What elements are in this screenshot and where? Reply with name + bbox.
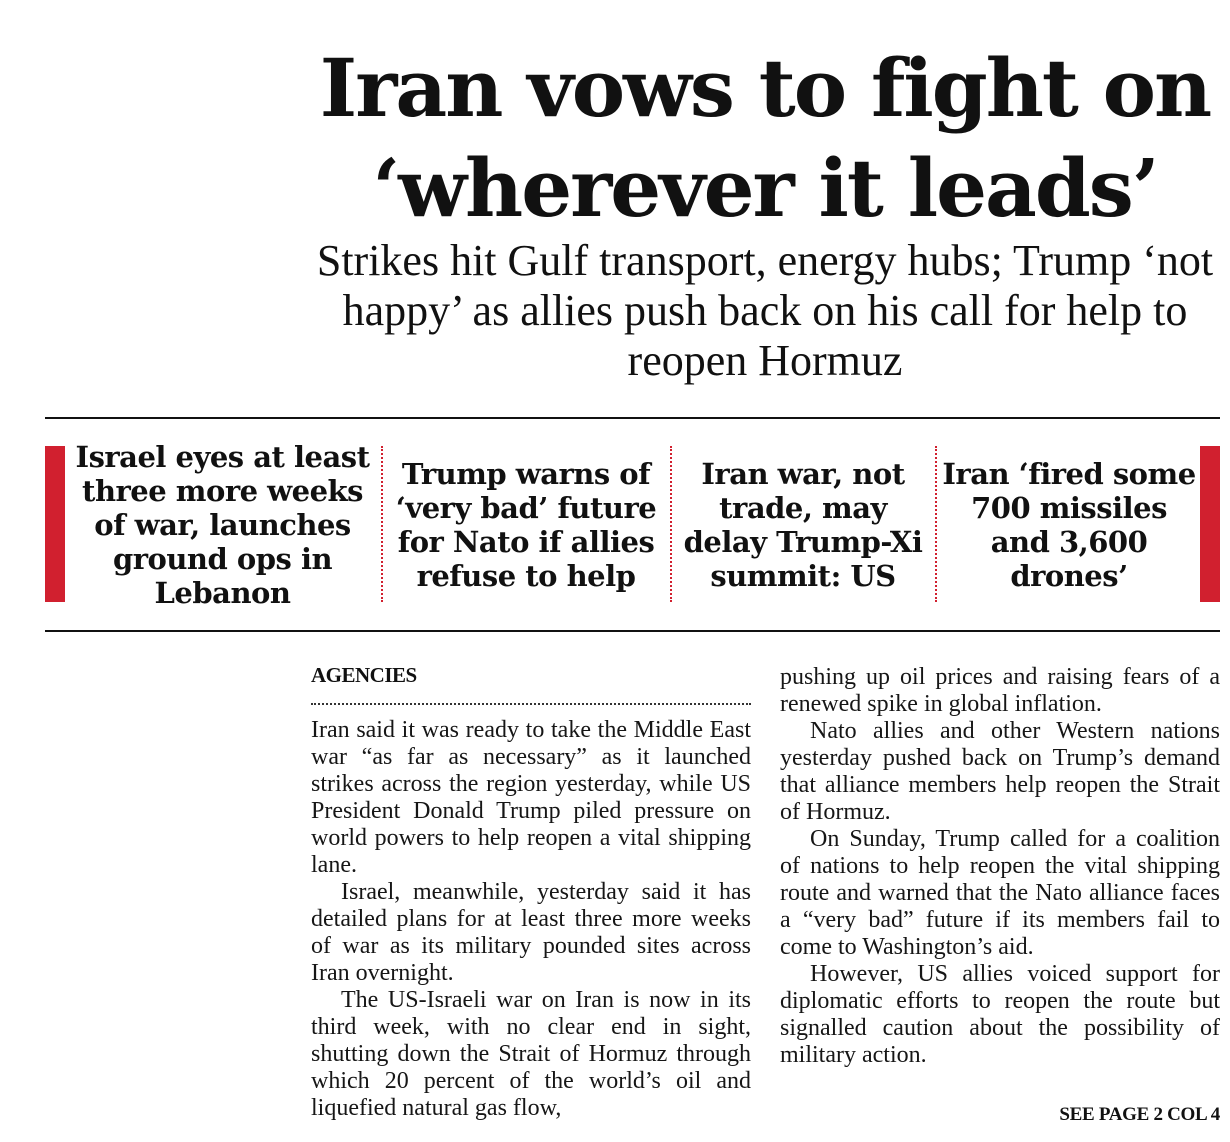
paragraph: However, US allies voiced support for diplomatic efforts to reopen the route but signalled caution about the possibility of military action. [780,961,1220,1068]
continuation-link[interactable]: SEE PAGE 2 COL 4 [1059,1104,1220,1125]
teaser-4[interactable] [940,440,1198,610]
headline-line-1: Iran vows to fight on [319,41,1211,135]
headline-line-2: ‘wherever it leads’ [372,141,1158,235]
left-accent-bar [45,446,65,602]
paragraph: Iran said it was ready to take the Middle East war “as far as necessary” as it launched strikes across the region yesterday, while US President Donald Trump piled pressure on world powers to help reopen a vital shipping lane. [311,717,751,878]
paragraph: Nato allies and other Western nations yesterday pushed back on Trump’s demand that alliance members help reopen the Strait of Hormuz. [780,718,1220,825]
teaser-2[interactable] [385,440,667,610]
teaser-4-text: Iran ‘fired some 700 missiles and 3,600 drones’ [942,457,1196,593]
right-accent-bar [1200,446,1220,602]
byline: AGENCIES [311,663,417,687]
teaser-divider-2 [670,446,672,602]
teaser-3-text: Iran war, not trade, may delay Trump-Xi summit: US [683,457,923,593]
paragraph: The US-Israeli war on Iran is now in its third week, with no clear end in sight, shutting down the Strait of Hormuz through which 20 percent of the world’s oil and liquefied natural gas flow, [311,987,751,1121]
article-column-2 [780,664,1220,1069]
teaser-3[interactable] [674,440,932,610]
teaser-1-text: Israel eyes at least three more weeks of war, launches ground ops in Lebanon [75,440,370,610]
article-column-1 [311,717,751,1122]
subheadline: Strikes hit Gulf transport, energy hubs; Trump ‘not happy’ as allies push back on his call for help to reopen Hormuz [316,236,1214,385]
teaser-divider-3 [935,446,937,602]
teaser-1[interactable] [70,440,375,610]
byline-dotted-rule [311,703,751,705]
teaser-2-text: Trump warns of ‘very bad’ future for Nato if allies refuse to help [395,457,657,593]
teaser-divider-1 [381,446,383,602]
paragraph: pushing up oil prices and raising fears of a renewed spike in global inflation. [780,664,1220,717]
bottom-rule [45,630,1220,632]
headline [300,38,1230,238]
paragraph: Israel, meanwhile, yesterday said it has detailed plans for at least three more weeks of war as its military pounded sites across Iran overnight. [311,879,751,986]
paragraph: On Sunday, Trump called for a coalition of nations to help reopen the vital shipping route and warned that the Nato alliance faces a “very bad” future if its members fail to come to Washington’s aid. [780,826,1220,960]
top-rule [45,417,1220,419]
